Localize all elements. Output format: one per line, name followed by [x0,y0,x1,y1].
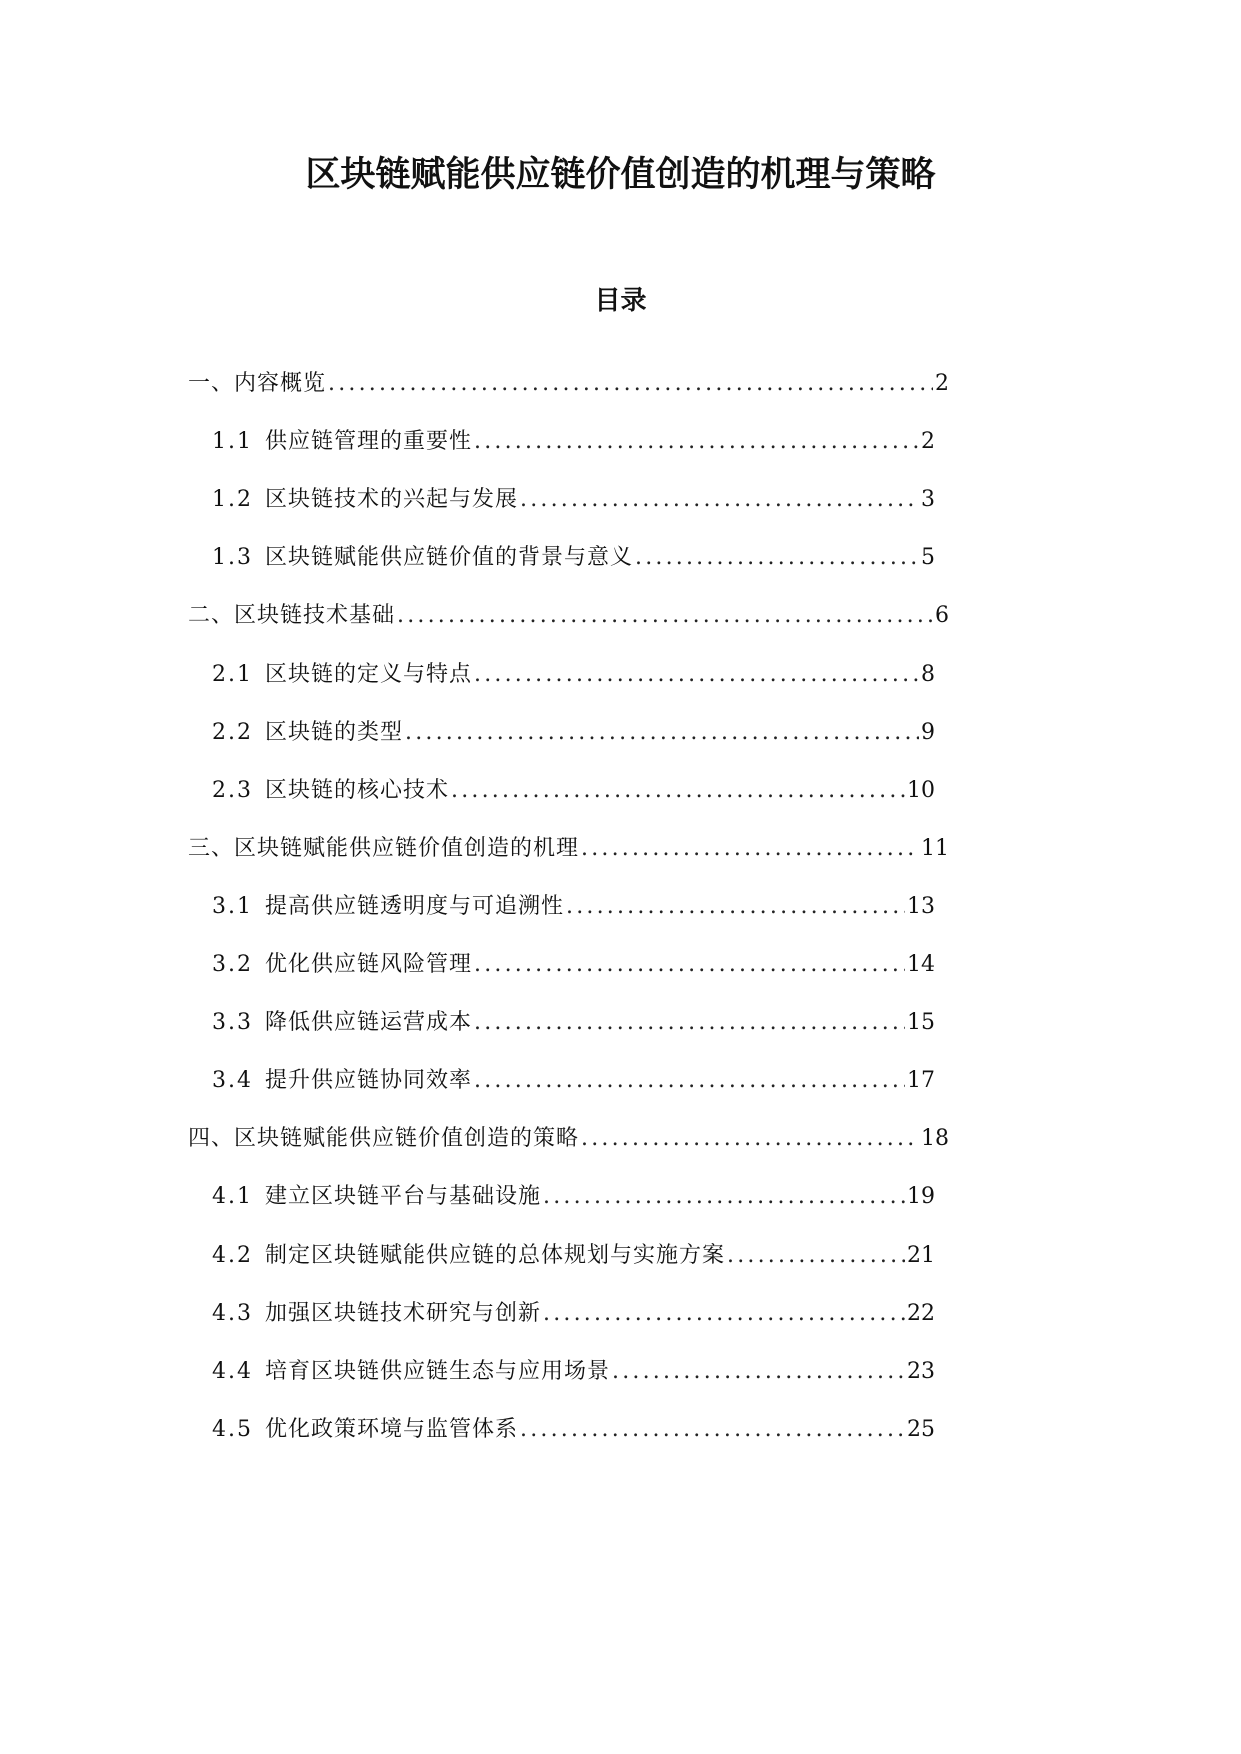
toc-dot-leader [474,424,919,460]
toc-entry-number: 2.3 [212,777,253,803]
toc-chapter-entry[interactable] [188,366,949,402]
toc-entry-number: 3.1 [212,893,253,919]
toc-section-entry[interactable] [212,1412,935,1448]
toc-dot-leader [451,773,905,809]
toc-entry-title: 建立区块链平台与基础设施 [265,1184,542,1210]
toc-page-number: 2 [935,371,949,396]
toc-entry-number: 3.4 [212,1068,253,1094]
toc-section-entry[interactable] [212,657,935,693]
toc-section-entry[interactable] [212,1179,935,1215]
toc-entry-title: 四、区块链赋能供应链价值创造的策略 [188,1126,580,1152]
toc-page-number: 22 [907,1300,935,1326]
toc-entry-title: 区块链赋能供应链价值的背景与意义 [265,545,634,571]
toc-chapter-entry[interactable] [188,598,949,634]
toc-dot-leader [474,1005,905,1041]
toc-page-number: 2 [921,429,935,455]
toc-chapter-entry[interactable] [188,831,949,867]
toc-section-entry[interactable] [212,889,935,925]
toc-entry-title: 制定区块链赋能供应链的总体规划与实施方案 [265,1242,726,1268]
toc-page-number: 10 [907,777,935,803]
toc-section-entry[interactable] [212,1238,935,1274]
toc-entry-title: 一、内容概览 [188,371,327,396]
toc-entry-title: 加强区块链技术研究与创新 [265,1300,542,1326]
toc-entry-title: 三、区块链赋能供应链价值创造的机理 [188,835,580,861]
toc-page-number: 9 [921,719,935,745]
toc-entry-number: 2.1 [212,661,253,687]
toc-dot-leader [474,1063,905,1099]
toc-page-number: 25 [907,1416,935,1442]
toc-section-entry[interactable] [212,773,935,809]
toc-page-number: 8 [921,661,935,687]
toc-entry-title: 培育区块链供应链生态与应用场景 [265,1358,611,1384]
toc-page-number: 19 [907,1184,935,1210]
toc-dot-leader [543,1179,905,1215]
toc-entry-title: 区块链技术的兴起与发展 [265,487,519,513]
toc-page-number: 3 [921,487,935,513]
toc-section-entry[interactable] [212,1063,935,1099]
toc-entry-title: 降低供应链运营成本 [265,1010,473,1036]
toc-dot-leader [581,831,919,867]
toc-entry-title: 区块链的定义与特点 [265,661,473,687]
toc-entry-title: 区块链的类型 [265,719,404,745]
toc-page-number: 13 [907,893,935,919]
toc-dot-leader [520,1412,905,1448]
toc-dot-leader [635,540,919,576]
toc-section-entry[interactable] [212,540,935,576]
toc-entry-number: 4.2 [212,1242,253,1268]
toc-dot-leader [474,657,919,693]
toc-entry-title: 二、区块链技术基础 [188,603,396,629]
toc-page-number: 21 [907,1242,935,1268]
toc-page-number: 15 [907,1010,935,1036]
toc-entry-number: 4.4 [212,1358,253,1384]
toc-entry-number: 1.1 [212,429,253,455]
toc-entry-number: 2.2 [212,719,253,745]
toc-page-number: 23 [907,1358,935,1384]
toc-section-entry[interactable] [212,1354,935,1390]
toc-dot-leader [520,482,919,518]
toc-page-number: 11 [921,835,949,861]
document-title: 区块链赋能供应链价值创造的机理与策略 [305,155,936,195]
toc-dot-leader [566,889,905,925]
toc-entry-number: 4.5 [212,1416,253,1442]
toc-entry-number: 1.2 [212,487,253,513]
toc-section-entry[interactable] [212,424,935,460]
toc-page-number: 5 [921,545,935,571]
toc-entry-title: 供应链管理的重要性 [265,429,473,455]
toc-dot-leader [397,598,933,634]
toc-dot-leader [405,715,919,751]
toc-entry-number: 3.2 [212,952,253,977]
toc-page-number: 17 [907,1068,935,1094]
toc-heading: 目录 [594,286,647,316]
toc-dot-leader [543,1296,905,1332]
toc-entry-title: 区块链的核心技术 [265,777,450,803]
toc-page-number: 6 [935,603,949,629]
toc-dot-leader [581,1121,919,1157]
toc-section-entry[interactable] [212,1296,935,1332]
toc-section-entry[interactable] [212,1005,935,1041]
toc-dot-leader [474,947,905,983]
toc-entry-title: 优化供应链风险管理 [265,952,473,977]
toc-dot-leader [612,1354,905,1390]
toc-section-entry[interactable] [212,715,935,751]
toc-dot-leader [328,366,933,402]
toc-entry-title: 提升供应链协同效率 [265,1068,473,1094]
toc-entry-title: 优化政策环境与监管体系 [265,1416,519,1442]
toc-entry-number: 3.3 [212,1010,253,1036]
toc-section-entry[interactable] [212,482,935,518]
toc-entry-number: 1.3 [212,545,253,571]
toc-page-number: 14 [907,952,935,977]
toc-page-number: 18 [921,1126,949,1152]
toc-entry-title: 提高供应链透明度与可追溯性 [265,893,565,919]
toc-dot-leader [727,1238,905,1274]
toc-entry-number: 4.1 [212,1184,253,1210]
toc-chapter-entry[interactable] [188,1121,949,1157]
toc-section-entry[interactable] [212,947,935,983]
toc-entry-number: 4.3 [212,1300,253,1326]
